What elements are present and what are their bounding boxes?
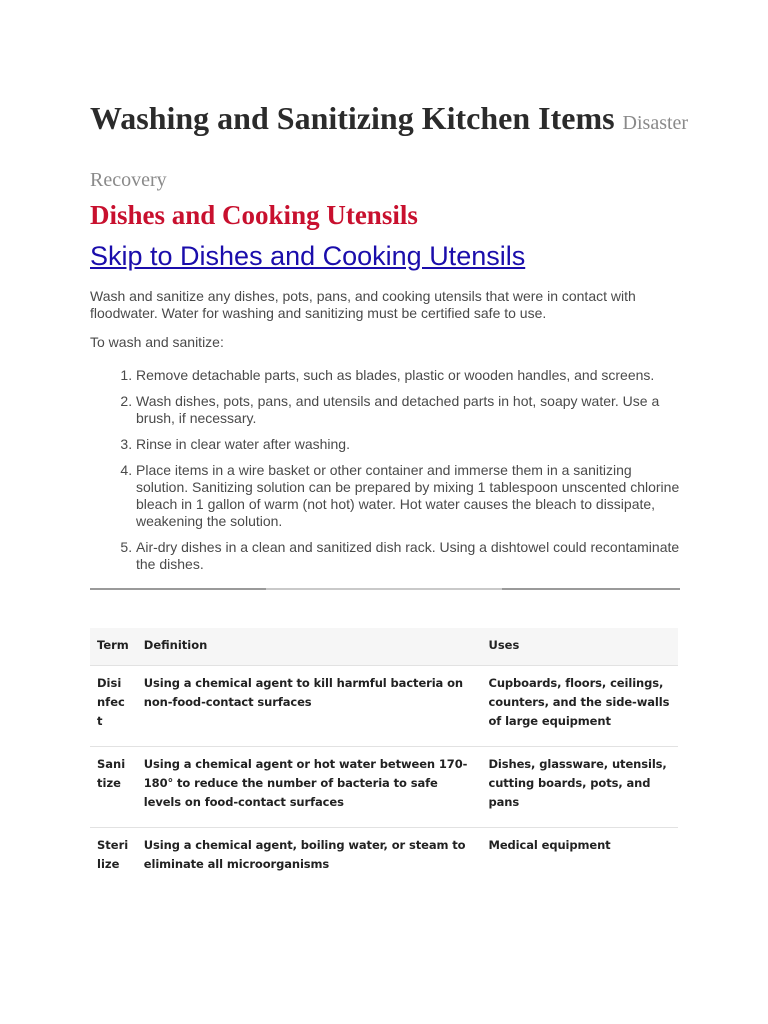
step-item: 1. Remove detachable parts, such as blades, plastic or wooden handles, and screens. (136, 367, 680, 384)
page-subtitle: Disaster Recovery (90, 112, 689, 191)
term-cell: Sterilize (90, 828, 137, 909)
skip-link[interactable]: Skip to Dishes and Cooking Utensils (90, 241, 526, 271)
page-title-text: Washing and Sanitizing Kitchen Items (90, 100, 615, 136)
definition-cell: Using a chemical agent, boiling water, or steam to eliminate all microorganisms (137, 828, 482, 909)
step-item: 4. Place items in a wire basket or other container and immerse them in a sanitizing solution. Sanitizing solution can be prepared by mixing 1 tablespoon unscented chlorine bleach in 1 gallon of warm (not hot) water. Hot water causes the bleach to dissipate, weakening the solution. (136, 462, 680, 530)
steps-lead: To wash and sanitize: (90, 334, 224, 350)
table-row (90, 666, 678, 747)
uses-cell: Medical equipment (481, 828, 678, 909)
divider-segment (502, 588, 680, 590)
uses-cell: Dishes, glassware, utensils, cutting boards, pots, and pans (481, 747, 678, 828)
terms-table-container (90, 628, 678, 908)
uses-cell: Cupboards, floors, ceilings, counters, and the side-walls of large equipment (481, 666, 678, 747)
column-header-term: Term (90, 628, 137, 666)
definition-cell: Using a chemical agent or hot water between 170-180° to reduce the number of bacteria to safe levels on food-contact surfaces (137, 747, 482, 828)
section-title: Dishes and Cooking Utensils (90, 200, 418, 230)
table-header-row (90, 628, 678, 666)
term-cell: Sanitize (90, 747, 137, 828)
page-title (90, 92, 710, 206)
column-header-definition: Definition (137, 628, 482, 666)
definition-cell: Using a chemical agent to kill harmful bacteria on non-food-contact surfaces (137, 666, 482, 747)
horizontal-divider (90, 588, 680, 590)
divider-segment (90, 588, 266, 590)
term-cell: Disinfect (90, 666, 137, 747)
step-item: 3. Rinse in clear water after washing. (136, 436, 680, 453)
table-row (90, 828, 678, 909)
step-item: 5. Air-dry dishes in a clean and sanitized dish rack. Using a dishtowel could recontaminate the dishes. (136, 539, 680, 573)
intro-paragraph: Wash and sanitize any dishes, pots, pans, and cooking utensils that were in contact with floodwater. Water for washing and sanitizing must be certified safe to use. (90, 288, 636, 321)
column-header-uses: Uses (481, 628, 678, 666)
terms-table (90, 628, 678, 908)
table-row (90, 747, 678, 828)
step-item: 2. Wash dishes, pots, pans, and utensils and detached parts in hot, soapy water. Use a brush, if necessary. (136, 393, 680, 427)
steps-list (90, 367, 680, 582)
